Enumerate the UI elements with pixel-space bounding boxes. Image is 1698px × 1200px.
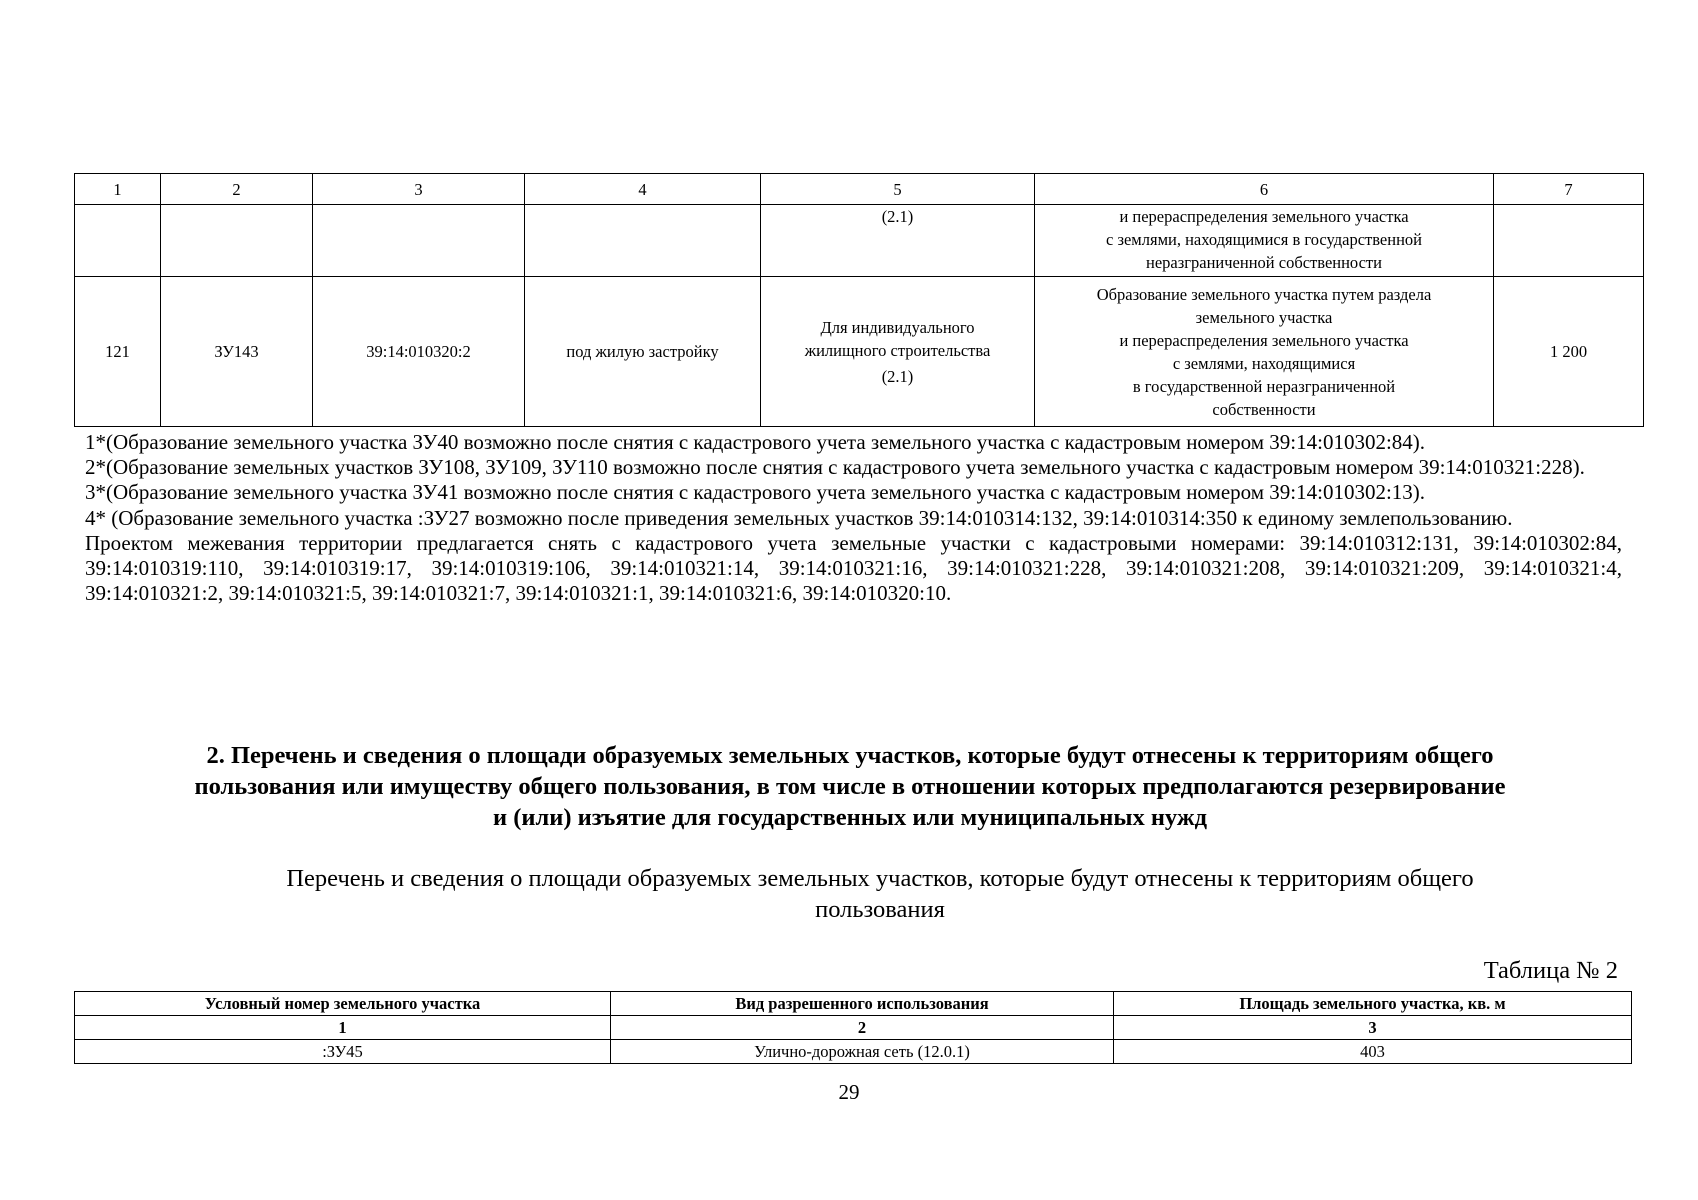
cell-plot-code: ЗУ143 [161,277,313,427]
table-header-row [75,992,1632,1016]
public-land-plots-table [74,991,1632,1064]
cell-empty [161,205,313,277]
cell-permitted-use: Улично-дорожная сеть (12.0.1) [611,1040,1114,1064]
text-line: земельного участка [1195,307,1333,327]
col-number-1: 1 [75,1016,611,1040]
cell-empty [75,205,161,277]
cell-formation-method [1035,277,1494,427]
footnotes [85,430,1622,606]
table-header-row [75,174,1644,205]
cell-empty [1494,205,1644,277]
text-line: (2.1) [881,366,914,386]
table-row [75,277,1644,427]
header-permitted-use: Вид разрешенного использования [611,992,1114,1016]
footnote-2: 2*(Образование земельных участков ЗУ108, ЗУ109, ЗУ110 возможно после снятия с кадастрового учета земельного участка с кадастровым номером 39:14:010321:228). [85,455,1585,480]
cell-use-code: (2.1) [761,205,1035,277]
land-plots-table-continued [74,173,1644,427]
cell-land-category: под жилую застройку [525,277,761,427]
table-row-continuation [75,205,1644,277]
footnote-3: 3*(Образование земельного участка ЗУ41 возможно после снятия с кадастрового учета земельного участка с кадастровым номером 39:14:010302:13). [85,480,1426,505]
cell-area: 1 200 [1494,277,1644,427]
text-line: Для индивидуального [820,317,975,337]
col-number-7: 7 [1494,174,1644,205]
col-number-1: 1 [75,174,161,205]
text-line: и перераспределения земельного участка [1119,330,1409,350]
subtitle-line: пользования [815,896,945,923]
heading-line: 2. Перечень и сведения о площади образуемых земельных участков, которые будут отнесены к территориям общего [206,742,1494,769]
cell-cadastral-number: 39:14:010320:2 [313,277,525,427]
text-line: неразграниченной собственности [1146,253,1382,272]
heading-line: и (или) изъятие для государственных или муниципальных нужд [492,804,1208,831]
table-column-numbers-row [75,1016,1632,1040]
text-line: с землями, находящимися в государственной [1106,230,1422,249]
section-heading [80,740,1620,833]
cell-plot-area: 403 [1114,1040,1632,1064]
col-number-6: 6 [1035,174,1494,205]
page-number: 29 [838,1080,860,1104]
text-line: в государственной неразграниченной [1132,376,1396,396]
table-number-label: Таблица № 2 [1483,957,1618,984]
subtitle-line: Перечень и сведения о площади образуемых земельных участков, которые будут отнесены к территориям общего [286,865,1474,892]
cell-empty [525,205,761,277]
deregistration-note: Проектом межевания территории предлагается снять с кадастрового учета земельные участки с кадастровыми номерами: 39:14:010312:131, 39:14:010302:84, 39:14:010319:110, 39:14:010319:17, 39:14:010319:106, 39:14:010321:14, 39:14:010321:16, 39:14:010321:228, 39:14:010321:208, 39:14:010321:209, 39:14:010321:4, 39:14:010321:2, 39:14:010321:5, 39:14:010321:7, 39:14:010321:1, 39:14:010321:6, 39:14:010320:10. [85,530,1622,606]
header-plot-number: Условный номер земельного участка [75,992,611,1016]
footnote-1: 1*(Образование земельного участка ЗУ40 возможно после снятия с кадастрового учета земельного участка с кадастровым номером 39:14:010302:84). [85,430,1426,454]
table-subtitle [170,863,1590,925]
text-line: с землями, находящимися [1172,353,1356,373]
cell-plot-number: :ЗУ45 [75,1040,611,1064]
text-line: и перераспределения земельного участка [1119,207,1409,226]
text-line: Образование земельного участка путем раздела [1096,284,1432,304]
text-line: собственности [1212,399,1316,419]
heading-line: пользования или имуществу общего пользования, в том числе в отношении которых предполагаются резервирование [194,773,1506,800]
col-number-4: 4 [525,174,761,205]
text-line: жилищного строительства [804,340,991,360]
cell-empty [313,205,525,277]
table-row [75,1040,1632,1064]
col-number-2: 2 [611,1016,1114,1040]
cell-permitted-use [761,277,1035,427]
col-number-3: 3 [1114,1016,1632,1040]
footnote-4: 4* (Образование земельного участка :ЗУ27 возможно после приведения земельных участков 39:14:010314:132, 39:14:010314:350 к единому землепользованию. [85,505,1513,530]
cell-formation-method [1035,205,1494,277]
col-number-3: 3 [313,174,525,205]
col-number-5: 5 [761,174,1035,205]
header-plot-area: Площадь земельного участка, кв. м [1114,992,1632,1016]
col-number-2: 2 [161,174,313,205]
cell-row-number: 121 [75,277,161,427]
